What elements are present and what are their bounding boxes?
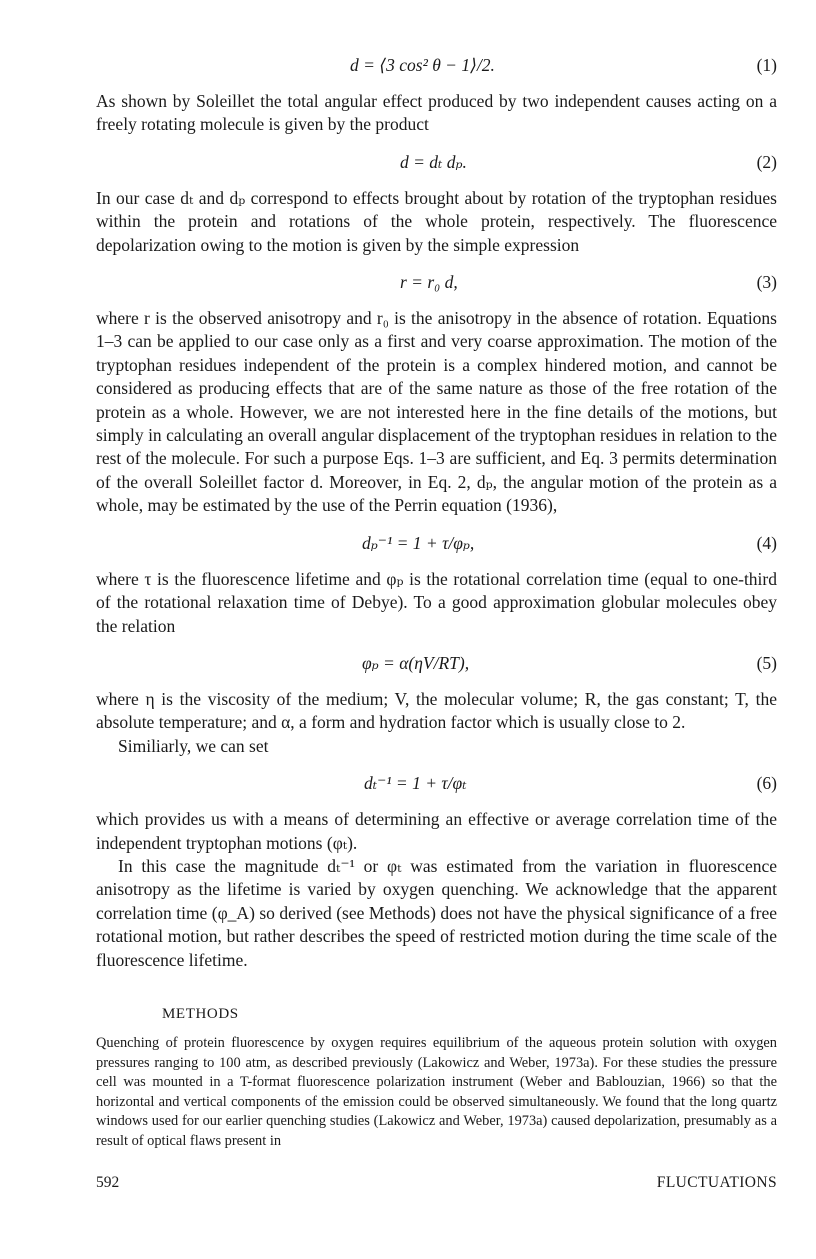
equation-2-number: (2) bbox=[756, 151, 777, 172]
paragraph-correlation: which provides us with a means of determining an effective or average correlation time of the independent tryptophan motions (φₜ). bbox=[96, 809, 777, 853]
equation-1-math: d = ⟨3 cos² θ − 1⟩/2. bbox=[350, 55, 495, 75]
equation-3 bbox=[96, 267, 777, 297]
equation-1-number: (1) bbox=[756, 55, 777, 75]
equation-2-math: d = dₜ dₚ. bbox=[400, 151, 467, 172]
paragraph-soleillet: As shown by Soleillet the total angular effect produced by two independent causes acting on a freely rotating molecule is given by the product bbox=[96, 91, 777, 135]
paragraph-anisotropy: where r is the observed anisotropy and r₀ is the anisotropy in the absence of rotation. Equations 1–3 can be applied to our case only as a first and very coarse approximation. The motion of the tryptophan residues independent of the protein is a complex hindered motion, and cannot be considered as producing effects that are of the same nature as those of the free rotation of the protein as a whole. However, we are not interested here in the fine details of the motions, but simply in calculating an overall angular displacement of the tryptophan residues in relation to the rest of the molecule. For such a purpose Eqs. 1–3 are sufficient, and Eq. 3 permits determination of the overall Soleillet factor d. Moreover, in Eq. 2, dₚ, the angular motion of the protein as a whole, may be estimated by the use of the Perrin equation (1936), bbox=[96, 308, 777, 516]
equation-1 bbox=[96, 50, 777, 80]
equation-3-math: r = r₀ d, bbox=[400, 272, 458, 293]
page-body bbox=[96, 48, 777, 1152]
paragraph-components: In our case dₜ and dₚ correspond to effects brought about by rotation of the tryptophan residues within the protein and rotations of the whole protein, respectively. The fluorescence depolarization owing to the motion is given by the simple expression bbox=[96, 187, 777, 255]
equation-5-number: (5) bbox=[756, 652, 777, 673]
equation-2 bbox=[96, 147, 777, 177]
page-footer bbox=[96, 1174, 777, 1198]
paragraph-similarly: Similiarly, we can set bbox=[118, 735, 269, 756]
paragraph-viscosity: where η is the viscosity of the medium; V, the molecular volume; R, the gas constant; T, the absolute temperature; and α, a form and hydration factor which is usually close to 2. bbox=[96, 688, 777, 733]
page-number: 592 bbox=[96, 1174, 120, 1191]
equation-5 bbox=[96, 648, 777, 678]
methods-text: Quenching of protein fluorescence by oxygen requires equilibrium of the aqueous protein solution with oxygen pressures ranging to 100 atm, as described previously (Lakowicz and Weber, 1973a). For these studies the pressure cell was mounted in a T-format fluorescence polarization instrument (Weber and Bablouzian, 1966) so that the horizontal and vertical components of the emission could be observed simultaneously. We found that the long quartz windows used for our earlier quenching studies (Lakowicz and Weber, 1973a) caused depolarization, presumably as a result of optical flaws present in bbox=[96, 1034, 777, 1149]
paragraph-magnitude: In this case the magnitude dₜ⁻¹ or φₜ was estimated from the variation in fluorescence anisotropy as the lifetime is varied by oxygen quenching. We acknowledge that the apparent correlation time (φ_A) so derived (see Methods) does not have the physical significance of a free rotational motion, but rather describes the speed of restricted motion during the time scale of the fluorescence lifetime. bbox=[96, 855, 777, 970]
equation-5-math: φₚ = α(ηV/RT), bbox=[362, 652, 470, 673]
equation-3-number: (3) bbox=[756, 272, 777, 293]
paragraph-lifetime: where τ is the fluorescence lifetime and φₚ is the rotational correlation time (equal to one-third of the rotational relaxation time of Debye). To a good approximation globular molecules obey the relation bbox=[96, 568, 777, 636]
equation-4 bbox=[96, 528, 777, 558]
equation-4-number: (4) bbox=[756, 532, 777, 553]
equation-6-math: dₜ⁻¹ = 1 + τ/φₜ bbox=[364, 773, 467, 794]
running-title: FLUCTUATIONS bbox=[656, 1174, 777, 1191]
equation-6-number: (6) bbox=[756, 773, 777, 794]
equation-4-math: dₚ⁻¹ = 1 + τ/φₚ, bbox=[362, 532, 475, 553]
equation-6 bbox=[96, 768, 777, 798]
methods-heading: METHODS bbox=[162, 1005, 239, 1022]
